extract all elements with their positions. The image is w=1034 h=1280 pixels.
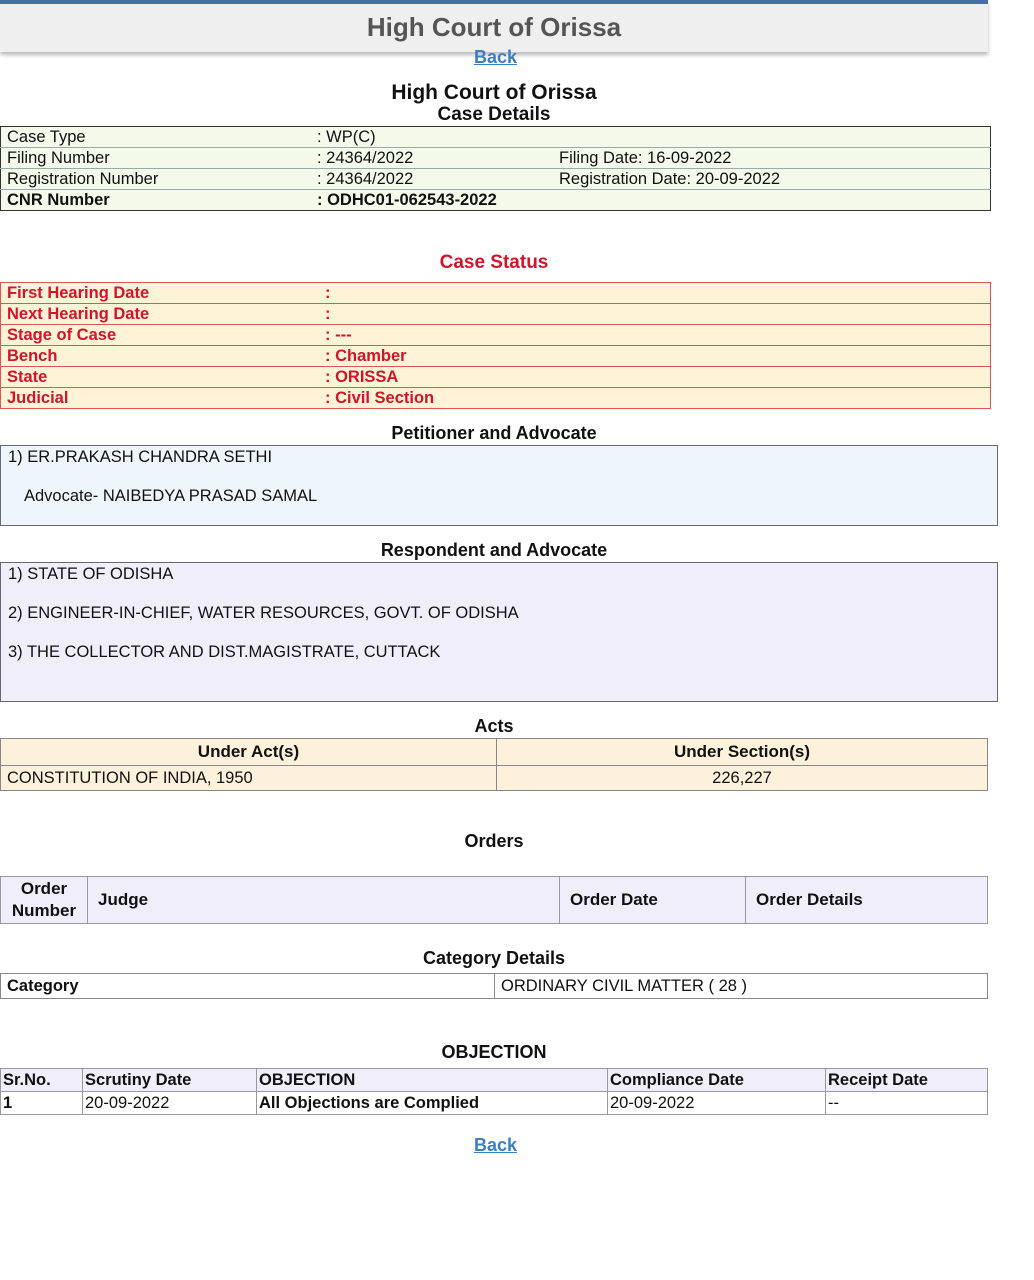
orders-heading: Orders: [464, 831, 524, 851]
objection-table: [0, 1068, 988, 1115]
petitioner-heading: Petitioner and Advocate: [391, 423, 597, 443]
stage-value: : ---: [319, 325, 991, 346]
filing-date: Filing Date: 16-09-2022: [553, 148, 991, 169]
site-title: High Court of Orissa: [366, 12, 622, 42]
case-details-table: [0, 126, 991, 211]
table-row: [1, 190, 991, 211]
judicial-label: Judicial: [7, 389, 69, 407]
obj-header-compliance: Compliance Date: [608, 1069, 826, 1092]
respondent-2: 2) ENGINEER-IN-CHIEF, WATER RESOURCES, GOVT. OF ODISHA: [8, 604, 519, 622]
cnr-number-label: CNR Number: [7, 191, 110, 209]
registration-date: Registration Date: 20-09-2022: [553, 169, 991, 190]
cnr-extra: [553, 190, 991, 211]
header-bar: [0, 0, 988, 52]
category-table: [0, 973, 988, 999]
cnr-number-value: : ODHC01-062543-2022: [317, 191, 497, 209]
respondent-3: 3) THE COLLECTOR AND DIST.MAGISTRATE, CUTTACK: [8, 643, 441, 661]
table-row: [1, 388, 991, 409]
filing-number-label: Filing Number: [1, 148, 312, 169]
court-heading: High Court of Orissa: [391, 81, 597, 104]
respondent-heading: Respondent and Advocate: [380, 540, 608, 560]
bench-value: : Chamber: [319, 346, 991, 367]
obj-header-objection: OBJECTION: [257, 1069, 608, 1092]
bench-label: Bench: [1, 346, 320, 367]
orders-header-number: Order Number: [1, 877, 88, 924]
category-heading: Category Details: [422, 948, 566, 968]
petitioner-box: [0, 445, 998, 526]
table-row: [1, 304, 991, 325]
table-row: [1, 1069, 988, 1092]
category-value: ORDINARY CIVIL MATTER ( 28 ): [495, 974, 988, 999]
obj-receipt-date: --: [826, 1092, 988, 1115]
orders-header-date: Order Date: [560, 877, 746, 924]
table-row: [1, 1092, 988, 1115]
table-row: [1, 127, 991, 148]
case-details-heading: Case Details: [437, 104, 551, 125]
obj-objection: All Objections are Complied: [257, 1092, 608, 1115]
first-hearing-value: :: [319, 283, 991, 304]
case-status-table: [0, 282, 991, 409]
state-value: : ORISSA: [319, 367, 991, 388]
obj-srno: 1: [1, 1092, 83, 1115]
stage-label: Stage of Case: [1, 325, 320, 346]
case-type-extra: [553, 127, 991, 148]
case-type-value: : WP(C): [311, 127, 553, 148]
obj-header-scrutiny: Scrutiny Date: [83, 1069, 257, 1092]
acts-header-section: Under Section(s): [497, 739, 988, 766]
judicial-value: : Civil Section: [325, 389, 435, 407]
obj-compliance-date: 20-09-2022: [608, 1092, 826, 1115]
objection-heading: OBJECTION: [441, 1042, 547, 1062]
acts-header-act: Under Act(s): [1, 739, 497, 766]
act-name: CONSTITUTION OF INDIA, 1950: [1, 766, 497, 791]
obj-scrutiny-date: 20-09-2022: [83, 1092, 257, 1115]
case-type-label: Case Type: [1, 127, 312, 148]
first-hearing-label: First Hearing Date: [1, 283, 320, 304]
state-label: State: [1, 367, 320, 388]
table-row: [1, 367, 991, 388]
petitioner-advocate: Advocate- NAIBEDYA PRASAD SAMAL: [24, 487, 318, 505]
table-row: [1, 346, 991, 367]
orders-header-judge: Judge: [88, 877, 560, 924]
obj-header-receipt: Receipt Date: [826, 1069, 988, 1092]
table-row: [1, 325, 991, 346]
table-row: [1, 766, 988, 791]
orders-header-details: Order Details: [746, 877, 988, 924]
acts-table: [0, 738, 988, 791]
back-link-bottom[interactable]: Back: [474, 1135, 518, 1155]
respondent-1: 1) STATE OF ODISHA: [8, 565, 174, 583]
registration-number-value: : 24364/2022: [311, 169, 553, 190]
acts-heading: Acts: [474, 716, 514, 736]
case-status-heading: Case Status: [439, 252, 549, 273]
filing-number-value: : 24364/2022: [311, 148, 553, 169]
table-row: [1, 877, 988, 924]
next-hearing-label: Next Hearing Date: [1, 304, 320, 325]
act-section: 226,227: [497, 766, 988, 791]
back-link-top[interactable]: Back: [474, 47, 518, 67]
respondent-box: [0, 562, 998, 702]
orders-table: [0, 876, 988, 924]
table-row: [1, 169, 991, 190]
table-row: [1, 739, 988, 766]
petitioner-name: 1) ER.PRAKASH CHANDRA SETHI: [8, 448, 273, 466]
registration-number-label: Registration Number: [1, 169, 312, 190]
table-row: [1, 974, 988, 999]
table-row: [1, 148, 991, 169]
table-row: [1, 283, 991, 304]
category-label: Category: [1, 974, 495, 999]
next-hearing-value: :: [319, 304, 991, 325]
obj-header-srno: Sr.No.: [1, 1069, 83, 1092]
